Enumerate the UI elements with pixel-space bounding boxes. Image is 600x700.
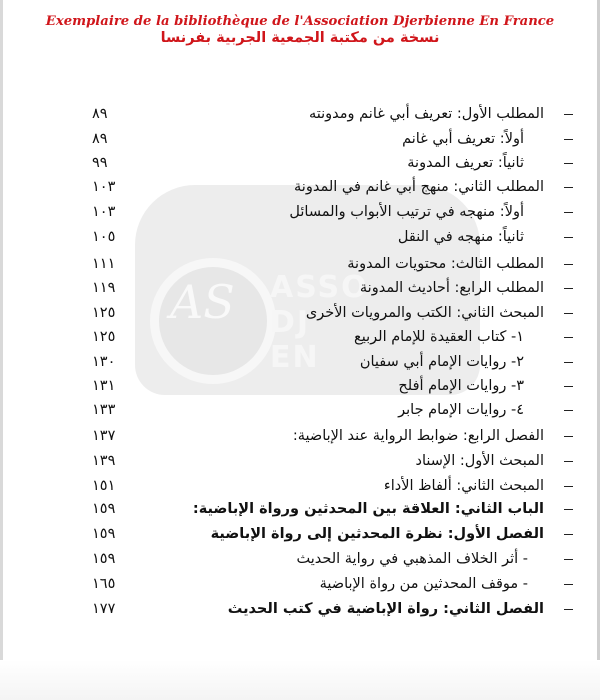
toc-page-number: ١٢٥ xyxy=(92,329,116,345)
toc-dash xyxy=(564,212,573,213)
toc-dash xyxy=(564,609,573,610)
toc-dash xyxy=(564,337,573,338)
toc-dash xyxy=(564,264,573,265)
toc-dash xyxy=(564,486,573,487)
toc-entry-title: ٢- روايات الإمام أبي سفيان xyxy=(359,354,524,370)
toc-dash xyxy=(564,362,573,363)
watermark-monogram: AS xyxy=(170,275,235,329)
toc-page-number: ٨٩ xyxy=(92,106,108,122)
toc-entry-title: المبحث الأول: الإسناد xyxy=(415,453,544,469)
toc-row xyxy=(0,200,600,224)
toc-entry-title: المطلب الرابع: أحاديث المدونة xyxy=(359,280,544,296)
toc-dash xyxy=(564,187,573,188)
toc-row xyxy=(0,225,600,249)
toc-page-number: ١٣٧ xyxy=(92,428,116,444)
toc-row xyxy=(0,151,600,175)
toc-page-number: ١٣١ xyxy=(92,378,116,394)
toc-page-number: ١٥٩ xyxy=(92,526,116,542)
toc-page-number: ١٠٣ xyxy=(92,204,116,220)
toc-row xyxy=(0,276,600,300)
toc-page-number: ١٣٣ xyxy=(92,402,116,418)
toc-dash xyxy=(564,386,573,387)
toc-row xyxy=(0,597,600,621)
toc-dash xyxy=(564,534,573,535)
toc-entry-title: المطلب الثالث: محتويات المدونة xyxy=(347,256,544,272)
toc-row xyxy=(0,497,600,521)
toc-page-number: ١١٩ xyxy=(92,280,116,296)
toc-dash xyxy=(564,584,573,585)
toc-row xyxy=(0,522,600,546)
toc-row xyxy=(0,350,600,374)
toc-entry-title: الفصل الأول: نظرة المحدثين إلى رواة الإباضية xyxy=(210,526,544,542)
toc-entry-title: أولاً: منهجه في ترتيب الأبواب والمسائل xyxy=(289,204,524,220)
toc-dash xyxy=(564,237,573,238)
toc-page-number: ١١١ xyxy=(92,256,116,272)
toc-dash xyxy=(564,436,573,437)
toc-page-number: ١٣٠ xyxy=(92,354,116,370)
toc-page-number: ٩٩ xyxy=(92,155,108,171)
library-stamp-french: Exemplaire de la bibliothèque de l'Association Djerbienne En France xyxy=(45,14,555,29)
toc-row xyxy=(0,374,600,398)
toc-page-number: ١٧٧ xyxy=(92,601,116,617)
toc-row xyxy=(0,127,600,151)
toc-page-number: ١٦٥ xyxy=(92,576,116,592)
toc-entry-title: ٤- روايات الإمام جابر xyxy=(398,402,524,418)
toc-entry-title: ٣- روايات الإمام أفلح xyxy=(398,378,524,394)
toc-row xyxy=(0,572,600,596)
toc-page-number: ١٥٩ xyxy=(92,501,116,517)
toc-entry-title: ثانياً: منهجه في النقل xyxy=(397,229,524,245)
toc-row xyxy=(0,102,600,126)
toc-entry-title: - أثر الخلاف المذهبي في رواية الحديث xyxy=(296,551,528,567)
toc-row xyxy=(0,398,600,422)
toc-dash xyxy=(564,461,573,462)
toc-row xyxy=(0,547,600,571)
toc-row xyxy=(0,474,600,498)
toc-entry-title: ثانياً: تعريف المدونة xyxy=(407,155,524,171)
toc-dash xyxy=(564,139,573,140)
toc-entry-title: الفصل الثاني: رواة الإباضية في كتب الحديث xyxy=(227,601,544,617)
toc-entry-title: ١- كتاب العقيدة للإمام الربيع xyxy=(354,329,524,345)
toc-row xyxy=(0,252,600,276)
toc-entry-title: المبحث الثاني: ألفاظ الأداء xyxy=(383,478,544,494)
toc-page-number: ١٣٩ xyxy=(92,453,116,469)
toc-row xyxy=(0,449,600,473)
watermark-text-line2: DJ xyxy=(270,305,311,340)
toc-entry-title: الفصل الرابع: ضوابط الرواية عند الإباضية: xyxy=(292,428,544,444)
toc-entry-title: المطلب الأول: تعريف أبي غانم ومدونته xyxy=(308,106,544,122)
toc-page-number: ١٠٥ xyxy=(92,229,116,245)
toc-dash xyxy=(564,509,573,510)
watermark-text-line1: ASSO xyxy=(270,270,369,305)
toc-page-number: ١٠٣ xyxy=(92,179,116,195)
toc-entry-title: المطلب الثاني: منهج أبي غانم في المدونة xyxy=(294,179,544,195)
toc-dash xyxy=(564,313,573,314)
toc-row xyxy=(0,301,600,325)
toc-page-number: ١٥١ xyxy=(92,478,116,494)
toc-page-number: ٨٩ xyxy=(92,131,108,147)
toc-entry-title: أولاً: تعريف أبي غانم xyxy=(402,131,524,147)
toc-entry-title: المبحث الثاني: الكتب والمرويات الأخرى xyxy=(305,305,544,321)
toc-page-number: ١٥٩ xyxy=(92,551,116,567)
toc-row xyxy=(0,424,600,448)
toc-dash xyxy=(564,163,573,164)
toc-entry-title: الباب الثاني: العلاقة بين المحدثين ورواة الإباضية: xyxy=(192,501,544,517)
toc-dash xyxy=(564,288,573,289)
toc-dash xyxy=(564,559,573,560)
toc-entry-title: - موقف المحدثين من رواة الإباضية xyxy=(319,576,528,592)
toc-dash xyxy=(564,114,573,115)
toc-dash xyxy=(564,410,573,411)
toc-page-number: ١٢٥ xyxy=(92,305,116,321)
library-stamp-arabic: نسخة من مكتبة الجمعية الجربية بفرنسا xyxy=(160,30,440,46)
toc-row xyxy=(0,175,600,199)
watermark-text-line3: EN xyxy=(270,340,320,375)
toc-row xyxy=(0,325,600,349)
